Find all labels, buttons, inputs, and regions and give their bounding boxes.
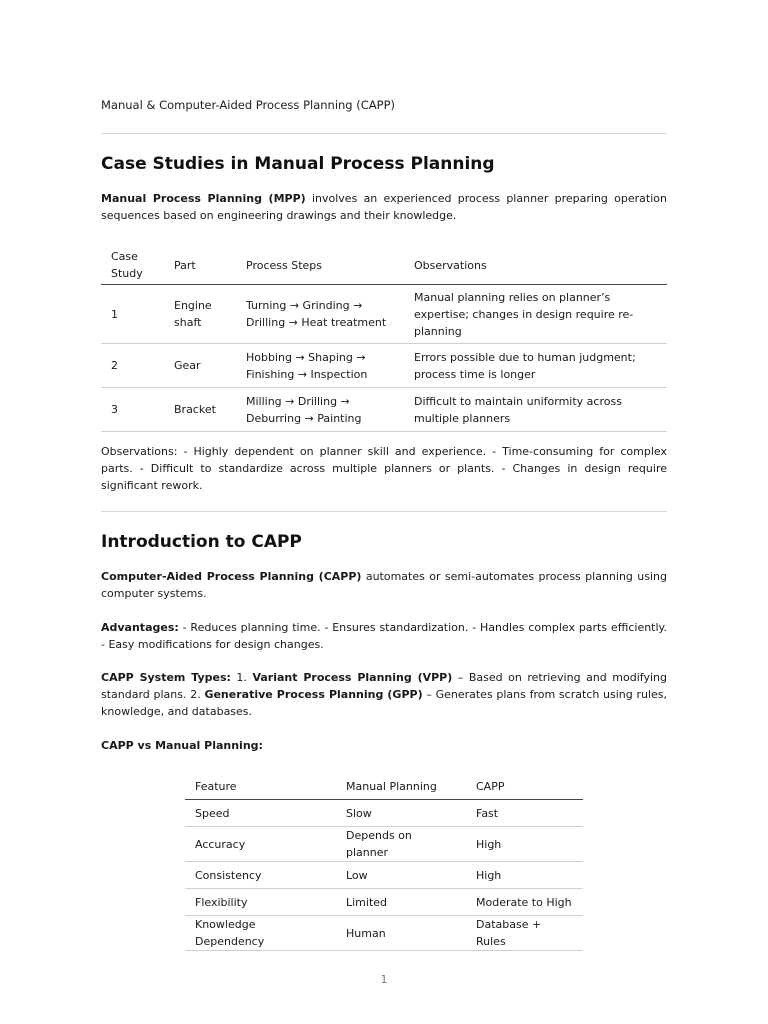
case-study-table bbox=[101, 246, 667, 432]
capp-vs-manual-table bbox=[185, 773, 583, 951]
col-header-part: Part bbox=[164, 246, 236, 285]
table-cell: Knowledge Dependency bbox=[185, 916, 336, 951]
mpp-term: Manual Process Planning (MPP) bbox=[101, 192, 306, 205]
table-cell: Moderate to High bbox=[466, 889, 583, 916]
table-row bbox=[101, 344, 667, 388]
advantages-label: Advantages: bbox=[101, 621, 179, 634]
col-header-observations: Observations bbox=[404, 246, 667, 285]
table-cell: Bracket bbox=[164, 388, 236, 432]
advantages-paragraph bbox=[101, 619, 667, 653]
section-title-capp-intro: Introduction to CAPP bbox=[101, 532, 302, 552]
table-row bbox=[101, 388, 667, 432]
table-cell: Engine shaft bbox=[164, 285, 236, 344]
table-cell: Turning → Grinding → Drilling → Heat treatment bbox=[236, 285, 404, 344]
comparison-label bbox=[101, 737, 667, 754]
vpp-term: Variant Process Planning (VPP) bbox=[252, 671, 453, 684]
mpp-intro-text: involves an experienced process planner preparing operation sequences based on engineering drawings and their knowledge. bbox=[101, 192, 667, 222]
system-types-paragraph bbox=[101, 669, 667, 720]
table-cell: 2 bbox=[101, 344, 164, 388]
table-cell: Human bbox=[336, 916, 466, 951]
table-cell: Depends on planner bbox=[336, 827, 466, 862]
table-cell: 1 bbox=[101, 285, 164, 344]
section-title-case-studies: Case Studies in Manual Process Planning bbox=[101, 154, 495, 174]
col-header-process-steps: Process Steps bbox=[236, 246, 404, 285]
table-header-row bbox=[185, 773, 583, 800]
table-cell: Consistency bbox=[185, 862, 336, 889]
system-types-label: CAPP System Types: bbox=[101, 671, 231, 684]
table-cell: Fast bbox=[466, 800, 583, 827]
gpp-description: – Generates plans from scratch using rules, knowledge, and databases. bbox=[101, 688, 668, 718]
comparison-label-text: CAPP vs Manual Planning: bbox=[101, 739, 263, 752]
section-divider bbox=[101, 511, 667, 512]
table-cell: Hobbing → Shaping → Finishing → Inspection bbox=[236, 344, 404, 388]
table-cell: Slow bbox=[336, 800, 466, 827]
capp-intro-paragraph bbox=[101, 568, 667, 602]
col-header-manual-planning: Manual Planning bbox=[336, 773, 466, 800]
table-cell: Milling → Drilling → Deburring → Painting bbox=[236, 388, 404, 432]
header-divider bbox=[101, 133, 667, 134]
table-row bbox=[185, 862, 583, 889]
capp-intro-text: automates or semi-automates process planning using computer systems. bbox=[101, 570, 668, 600]
capp-term: Computer-Aided Process Planning (CAPP) bbox=[101, 570, 362, 583]
system-types-text: 1. bbox=[230, 671, 253, 684]
page-number: 1 bbox=[380, 973, 388, 986]
table-cell: Database + Rules bbox=[466, 916, 583, 951]
col-header-feature: Feature bbox=[185, 773, 336, 800]
table-cell: Speed bbox=[185, 800, 336, 827]
table-cell: Flexibility bbox=[185, 889, 336, 916]
table-cell: High bbox=[466, 862, 583, 889]
mpp-intro-paragraph bbox=[101, 190, 667, 224]
table-cell: Difficult to maintain uniformity across multiple planners bbox=[404, 388, 667, 432]
table-cell: Gear bbox=[164, 344, 236, 388]
table-cell: Low bbox=[336, 862, 466, 889]
table-row bbox=[185, 889, 583, 916]
table-cell: Errors possible due to human judgment; process time is longer bbox=[404, 344, 667, 388]
table-row bbox=[185, 916, 583, 951]
observations-paragraph: Observations: - Highly dependent on planner skill and experience. - Time-consuming for complex parts. - Difficult to standardize across multiple planners or plants. - Changes in design require significant rework. bbox=[101, 445, 667, 492]
col-header-case-study: Case Study bbox=[101, 246, 164, 285]
advantages-text: - Reduces planning time. - Ensures standardization. - Handles complex parts efficiently. - Easy modifications for design changes. bbox=[101, 621, 667, 651]
table-row bbox=[185, 800, 583, 827]
table-row bbox=[101, 285, 667, 344]
running-header: Manual & Computer-Aided Process Planning (CAPP) bbox=[101, 98, 396, 112]
table-cell: Accuracy bbox=[185, 827, 336, 862]
table-cell: 3 bbox=[101, 388, 164, 432]
table-cell: Limited bbox=[336, 889, 466, 916]
vpp-description: – Based on retrieving and modifying standard plans. 2. bbox=[101, 671, 667, 701]
gpp-term: Generative Process Planning (GPP) bbox=[204, 688, 423, 701]
col-header-capp: CAPP bbox=[466, 773, 583, 800]
table-header-row bbox=[101, 246, 667, 285]
table-cell: Manual planning relies on planner’s expertise; changes in design require re-planning bbox=[404, 285, 667, 344]
table-row bbox=[185, 827, 583, 862]
table-cell: High bbox=[466, 827, 583, 862]
